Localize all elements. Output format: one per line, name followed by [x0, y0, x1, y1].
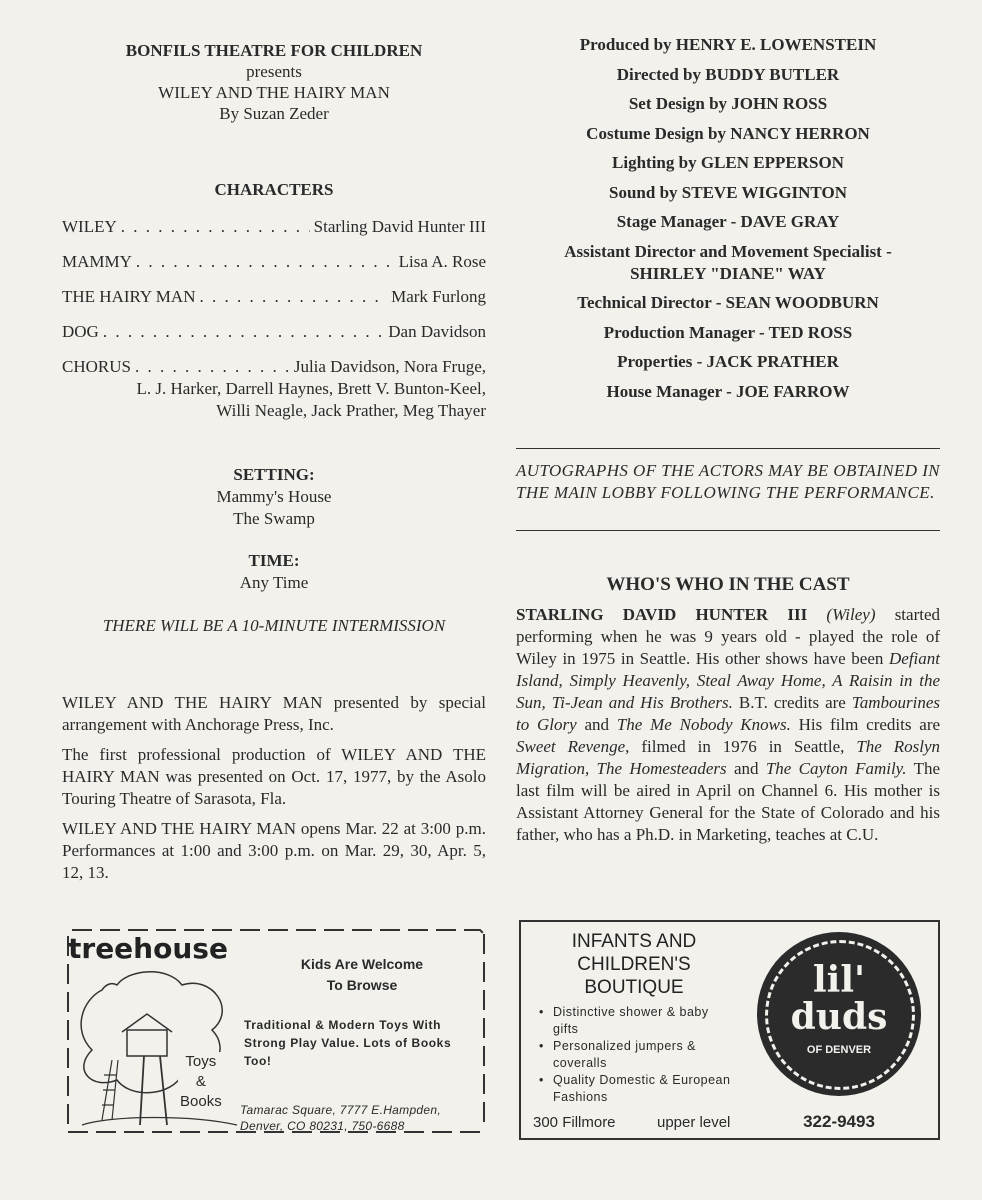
boutique-features: [537, 1004, 737, 1106]
bio-text: , filmed in 1976 in Seattle,: [625, 737, 845, 756]
tagline-line: To Browse: [326, 977, 398, 993]
credit-line: Production Manager - TED ROSS: [603, 322, 853, 342]
treehouse-ad: [62, 926, 486, 1140]
feature-item: • Personalized jumpers & coveralls: [537, 1038, 737, 1072]
title-line: CHILDREN'S: [577, 954, 691, 975]
cast-row: [62, 251, 486, 273]
logo-text-denver: OF DENVER: [806, 1044, 872, 1056]
address-line: Tamarac Square, 7777 E.Hampden,: [240, 1103, 441, 1117]
treehouse-tagline: [246, 954, 478, 996]
boutique-phone: 322-9493: [803, 1112, 875, 1131]
chorus-line: L. J. Harker, Darrell Haynes, Brett V. Bunton-Keel,: [136, 379, 486, 398]
divider: [516, 448, 940, 449]
treehouse-address: [240, 1102, 482, 1134]
bio-text: and: [733, 759, 759, 778]
production-credits: [516, 34, 940, 410]
bio-role: (Wiley): [826, 605, 876, 624]
setting-place: The Swamp: [233, 509, 315, 528]
cast-actor: Starling David Hunter III: [313, 217, 486, 236]
credit-line: Set Design by JOHN ROSS: [628, 94, 828, 113]
boutique-level: upper level: [657, 1114, 731, 1131]
treehouse-toys-books: [178, 1052, 224, 1112]
bio-text: His film credits are: [798, 715, 941, 734]
cast-row: [62, 286, 486, 308]
theatre-name: BONFILS THEATRE FOR CHILDREN: [125, 41, 423, 60]
time-block: [62, 550, 486, 594]
books-label: Books: [180, 1093, 222, 1110]
feature-item: • Distinctive shower & baby gifts: [537, 1004, 737, 1038]
cast-actor: Dan Davidson: [388, 322, 486, 341]
amp-label: &: [195, 1073, 206, 1090]
credit-line: Lighting by GLEN EPPERSON: [612, 153, 844, 172]
cast-row: [62, 216, 486, 238]
title-line: BOUTIQUE: [584, 977, 684, 998]
time-value: Any Time: [239, 573, 309, 592]
credit-line: Technical Director - SEAN WOODBURN: [577, 293, 879, 312]
credit-line: Properties - JACK PRATHER: [617, 352, 839, 371]
credit-line: Stage Manager - DAVE GRAY: [616, 212, 840, 231]
bio-name: STARLING DAVID HUNTER III: [516, 605, 808, 624]
note-paragraph: The first professional production of WILEY AND THE HAIRY MAN was presented on Oct. 17, 1977, by the Asolo Touring Theatre of Sarasota, Fla.: [62, 745, 486, 808]
bio-film: The Cayton Family.: [765, 759, 907, 778]
credit-line: Costume Design by NANCY HERRON: [586, 123, 870, 143]
cast-role: DOG: [62, 322, 99, 341]
program-header: [62, 40, 486, 124]
feature-item: • Quality Domestic & European Fashions: [537, 1072, 737, 1106]
production-notes: [62, 692, 486, 884]
boutique-title: [539, 930, 729, 999]
divider: [516, 530, 940, 531]
bio-text: started performing when he was 9 years old - played the role of Wiley in 1975 in Seattle. His other shows have been: [516, 605, 941, 668]
setting-heading: SETTING:: [233, 465, 315, 484]
treehouse-logo: treehouse: [68, 932, 228, 965]
address-line: Denver, CO 80231, 750-6688: [240, 1119, 405, 1133]
bio-film: The Roslyn Migration, The Homesteaders: [516, 737, 941, 778]
lilduds-logo: [757, 932, 921, 1096]
credit-line: Produced by HENRY E. LOWENSTEIN: [579, 35, 877, 54]
cast-row: [62, 321, 486, 343]
presents-label: presents: [246, 62, 302, 81]
logo-text-duds: duds: [790, 996, 888, 1038]
note-paragraph: WILEY AND THE HAIRY MAN opens Mar. 22 at 3:00 p.m. Performances at 1:00 and 3:00 p.m. on Mar. 29, 30, Apr. 5, 12, 13.: [62, 819, 486, 882]
setting-place: Mammy's House: [216, 487, 332, 506]
bio-text: B.T. credits are: [738, 693, 846, 712]
setting-block: [62, 464, 486, 530]
play-title: WILEY AND THE HAIRY MAN: [158, 83, 390, 102]
cast-role: THE HAIRY MAN: [62, 287, 196, 306]
play-author: By Suzan Zeder: [219, 104, 329, 123]
tagline-line: Kids Are Welcome: [300, 956, 424, 972]
credit-line: SHIRLEY "DIANE" WAY: [630, 263, 826, 283]
title-line: INFANTS AND: [571, 931, 697, 952]
cast-role: CHORUS: [62, 357, 131, 376]
note-paragraph: WILEY AND THE HAIRY MAN presented by special arrangement with Anchorage Press, Inc.: [62, 693, 486, 734]
treehouse-description: Traditional & Modern Toys With Strong Play Value. Lots of Books Too!: [244, 1018, 452, 1068]
characters-heading: CHARACTERS: [214, 180, 334, 199]
boutique-address: 300 Fillmore: [533, 1114, 616, 1131]
credit-line: Sound by STEVE WIGGINTON: [609, 182, 847, 202]
bio-shows: Defiant Island, Simply Heavenly, Steal Away Home, A Raisin in the Sun, Ti-Jean and His Brothers.: [516, 649, 940, 712]
cast-actor: Mark Furlong: [391, 287, 486, 306]
toys-label: Toys: [185, 1053, 217, 1070]
lilduds-ad: [519, 920, 940, 1140]
cast-role: MAMMY: [62, 252, 132, 271]
bio-credit: The Me Nobody Knows.: [616, 715, 791, 734]
chorus-line: Willi Neagle, Jack Prather, Meg Thayer: [216, 401, 486, 420]
cast-actor: Julia Davidson, Nora Fruge,: [293, 357, 486, 376]
bio-film: Sweet Revenge: [516, 737, 626, 756]
credit-line: Assistant Director and Movement Specialist -: [564, 241, 892, 261]
credit-line: Directed by BUDDY BUTLER: [616, 64, 840, 84]
credit-line: House Manager - JOE FARROW: [606, 381, 850, 401]
whos-who-heading: WHO'S WHO IN THE CAST: [606, 574, 850, 595]
chorus-row: [62, 356, 486, 378]
time-heading: TIME:: [248, 551, 300, 570]
bio-credit: Tambourines to Glory: [516, 693, 941, 734]
bio-text: and: [584, 715, 610, 734]
autographs-note: AUTOGRAPHS OF THE ACTORS MAY BE OBTAINED IN THE MAIN LOBBY FOLLOWING THE PERFORMANCE.: [516, 461, 940, 502]
logo-text-lil: lil': [812, 959, 866, 1001]
actor-bio: [516, 604, 940, 846]
cast-actor: Lisa A. Rose: [398, 252, 486, 271]
cast-role: WILEY: [62, 217, 117, 236]
cast-list: [62, 216, 486, 422]
intermission-note: THERE WILL BE A 10-MINUTE INTERMISSION: [102, 616, 446, 635]
bio-text: The last film will be aired in April on Channel 6. His mother is Assistant Attorney General for the State of Colorado and his father, who has a Ph.D. in Marketing, teaches at C.U.: [516, 759, 941, 844]
